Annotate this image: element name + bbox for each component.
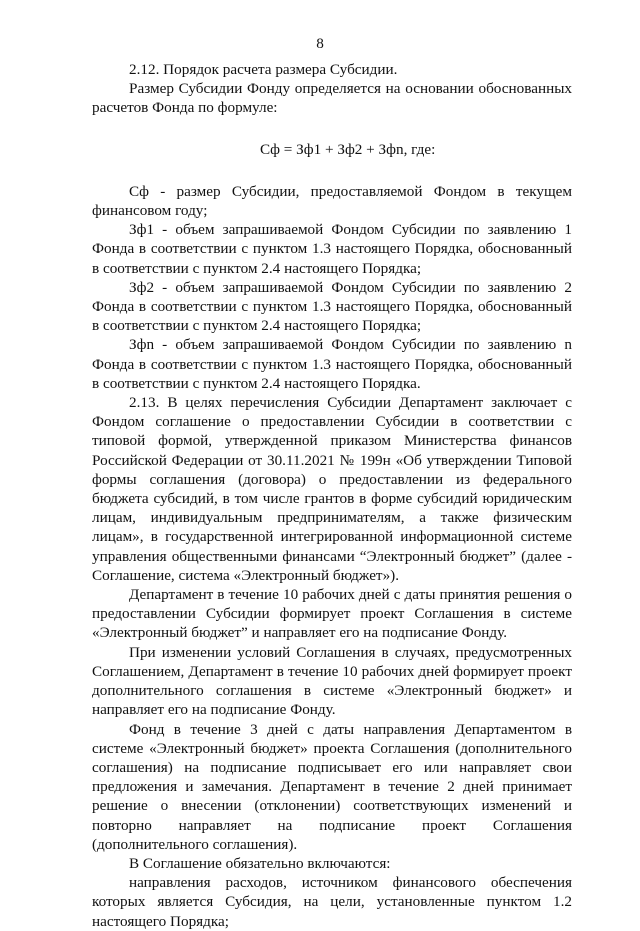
- definition-sf: Сф - размер Субсидии, предоставляемой Фондом в текущем финансовом году;: [92, 182, 572, 220]
- section-2-13: 2.13. В целях перечисления Субсидии Департамент заключает с Фондом соглашение о предоставлении Субсидии в соответствии с типовой формой, утвержденной приказом Министерства финансов Российской Федерации от 30.11.2021 № 199н «Об утверждении Типовой формы соглашения (договора) о предоставлении из федерального бюджета субсидий, в том числе грантов в форме субсидий юридическим лицам, индивидуальным предпринимателям, а также физическим лицам», в государственной интегрированной информационной системе управления общественными финансами “Электронный бюджет” (далее - Соглашение, система «Электронный бюджет»).: [92, 394, 572, 584]
- agreement-change-paragraph: При изменении условий Соглашения в случаях, предусмотренных Соглашением, Департамент в течение 10 рабочих дней формирует проект дополнительного соглашения в системе «Электронный бюджет» и направляет его на подписание Фонду.: [92, 643, 572, 719]
- agreement-signing-paragraph: Фонд в течение 3 дней с даты направления Департаментом в системе «Электронный бюджет» проекта Соглашения (дополнительного соглашения) на подписание подписывает его или направляет свои предложения и замечания. Департамент в течение 2 дней принимает решение о внесении (отклонении) соответствующих изменений и повторно направляет на подписание проект Соглашения (дополнительного соглашения).: [92, 720, 572, 853]
- section-2-12-heading: 2.12. Порядок расчета размера Субсидии.: [129, 61, 398, 78]
- definition-zfn: Зфn - объем запрашиваемой Фондом Субсидии по заявлению n Фонда в соответствии с пунктом 1.3 настоящего Порядка, обоснованный в соответствии с пунктом 2.4 настоящего Порядка.: [92, 336, 572, 392]
- subsidy-formula: Сф = Зф1 + Зф2 + Зфn, где:: [260, 140, 436, 158]
- document-body: [92, 60, 572, 931]
- agreement-item-expenses: направления расходов, источником финансового обеспечения которых является Субсидия, на цели, установленные пунктом 1.2 настоящего Порядка;: [92, 874, 572, 930]
- agreement-contents-heading: В Соглашение обязательно включаются:: [129, 854, 391, 872]
- definition-zf2: Зф2 - объем запрашиваемой Фондом Субсидии по заявлению 2 Фонда в соответствии с пунктом 1.3 настоящего Порядка, обоснованный в соответствии с пунктом 2.4 настоящего Порядка;: [92, 278, 572, 335]
- page-number: 8: [316, 35, 324, 52]
- definition-zf1: Зф1 - объем запрашиваемой Фондом Субсидии по заявлению 1 Фонда в соответствии с пунктом 1.3 настоящего Порядка, обоснованный в соответствии с пунктом 2.4 настоящего Порядка;: [92, 221, 572, 277]
- subsidy-size-intro: Размер Субсидии Фонду определяется на основании обоснованных расчетов Фонда по формуле:: [92, 80, 572, 117]
- agreement-draft-paragraph: Департамент в течение 10 рабочих дней с даты принятия решения о предоставлении Субсидии формирует проект Соглашения в системе «Электронный бюджет” и направляет его на подписание Фонду.: [92, 586, 572, 642]
